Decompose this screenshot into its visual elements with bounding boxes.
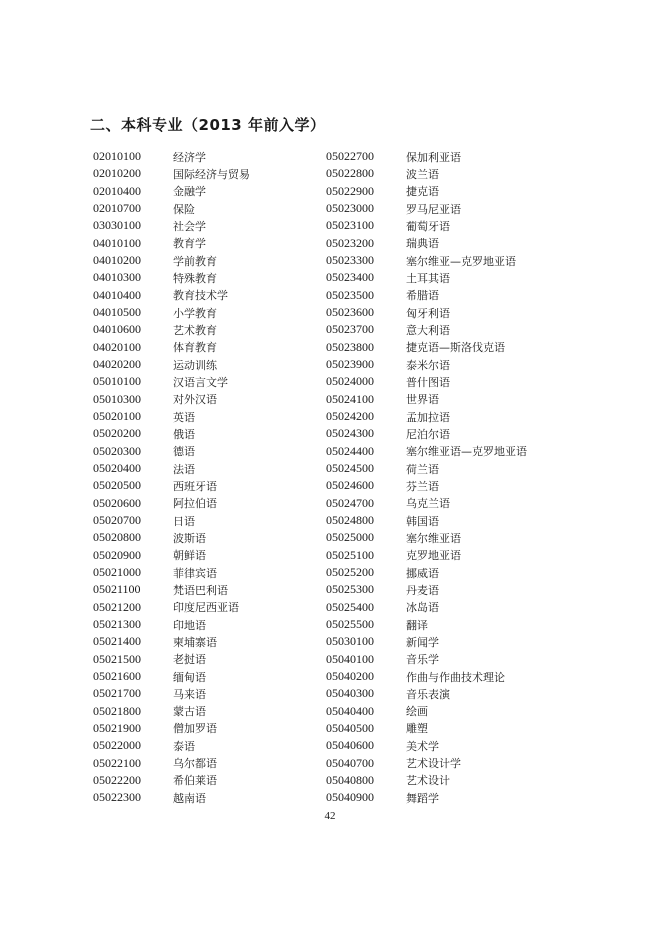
list-item [326,408,586,425]
major-code: 05022300 [93,790,141,805]
major-code: 04020200 [93,357,141,372]
major-code: 05021100 [93,582,141,597]
major-code: 02010700 [93,201,141,216]
major-name: 匈牙利语 [406,306,450,320]
major-code: 05022100 [93,755,141,770]
list-item [93,564,353,581]
list-item [93,633,353,650]
list-item [326,165,586,182]
list-item [326,772,586,789]
list-item [326,703,586,720]
list-item [93,304,353,321]
major-name: 孟加拉语 [406,410,450,424]
list-item [93,165,353,182]
major-code: 04010400 [93,287,141,302]
major-code: 02010200 [93,166,141,181]
list-item [326,685,586,702]
major-name: 日语 [173,514,195,528]
major-name: 缅甸语 [173,670,206,684]
list-item [326,321,586,338]
list-item [93,720,353,737]
major-code: 05040100 [326,651,374,666]
major-name: 金融学 [173,185,206,199]
major-name: 克罗地亚语 [406,549,461,563]
list-item [93,287,353,304]
major-code: 05020600 [93,495,141,510]
major-code: 05022200 [93,772,141,787]
major-code: 05020400 [93,461,141,476]
list-item [326,200,586,217]
list-item [93,183,353,200]
list-item [326,235,586,252]
major-name: 保险 [173,202,195,216]
major-name: 希伯莱语 [173,774,217,788]
list-item [93,651,353,668]
major-name: 梵语巴利语 [173,583,228,597]
major-code: 05024400 [326,443,374,458]
major-name: 作曲与作曲技术理论 [406,670,505,684]
list-item [326,373,586,390]
major-code: 05024800 [326,513,374,528]
list-item [93,477,353,494]
list-item [326,789,586,806]
major-code: 05020800 [93,530,141,545]
list-item [93,321,353,338]
list-item [326,633,586,650]
major-name: 波斯语 [173,531,206,545]
list-item [93,547,353,564]
page-number: 42 [324,810,336,822]
major-code: 05021700 [93,686,141,701]
major-code: 05023800 [326,339,374,354]
major-code: 05021300 [93,617,141,632]
list-item [93,581,353,598]
major-code: 05025200 [326,565,374,580]
list-item [326,287,586,304]
major-name: 罗马尼亚语 [406,202,461,216]
major-code: 04010100 [93,235,141,250]
list-item [326,217,586,234]
list-item [326,183,586,200]
left-column [93,148,353,806]
major-name: 乌尔都语 [173,757,217,771]
major-code: 05040200 [326,669,374,683]
list-item [326,720,586,737]
major-name: 菲律宾语 [173,566,217,580]
list-item [326,616,586,633]
list-item [93,599,353,616]
major-name: 印度尼西亚语 [173,601,239,615]
major-code: 05010100 [93,374,141,389]
major-code: 04010300 [93,270,141,285]
major-name: 音乐表演 [406,687,450,701]
major-name: 汉语言文学 [173,375,228,389]
major-code: 05023400 [326,270,374,285]
major-code: 02010400 [93,183,141,198]
major-name: 土耳其语 [406,271,450,285]
list-item [93,685,353,702]
major-code: 05020300 [93,443,141,458]
major-code: 05024100 [326,391,374,406]
list-item [326,148,586,165]
major-name: 塞尔维亚—克罗地亚语 [406,254,516,268]
list-item [93,235,353,252]
major-code: 05024200 [326,409,374,424]
major-name: 意大利语 [406,323,450,337]
list-item [326,477,586,494]
major-code: 02010100 [93,149,141,164]
major-code: 05023200 [326,235,374,250]
list-item [326,668,586,685]
list-item [326,252,586,269]
major-name: 泰米尔语 [406,358,450,372]
major-code: 05040400 [326,703,374,718]
major-code: 05022700 [326,149,374,164]
major-code: 05025100 [326,547,374,562]
list-item [326,269,586,286]
major-code: 05040800 [326,772,374,787]
list-item [93,391,353,408]
list-item [93,339,353,356]
list-item [326,581,586,598]
major-name: 芬兰语 [406,479,439,493]
list-item [326,512,586,529]
major-code: 05025400 [326,599,374,614]
major-name: 对外汉语 [173,393,217,407]
major-code: 05040900 [326,790,374,805]
list-item [93,495,353,512]
major-code: 05023700 [326,322,374,337]
major-code: 05022800 [326,166,374,181]
major-code: 05020500 [93,478,141,493]
major-name: 朝鲜语 [173,549,206,563]
list-item [93,737,353,754]
major-code: 05021800 [93,703,141,718]
major-code: 05021600 [93,669,141,683]
major-code: 04010600 [93,322,141,337]
major-code: 05024600 [326,478,374,493]
major-name: 舞蹈学 [406,791,439,805]
major-code: 05021500 [93,651,141,666]
list-item [93,789,353,806]
major-name: 世界语 [406,393,439,407]
major-code: 05021200 [93,599,141,614]
list-item [326,339,586,356]
major-name: 雕塑 [406,722,428,736]
list-item [93,703,353,720]
major-name: 特殊教育 [173,271,217,285]
list-item [93,772,353,789]
major-name: 体育教育 [173,341,217,355]
major-name: 学前教育 [173,254,217,268]
major-code: 05020900 [93,547,141,562]
list-item [326,304,586,321]
list-item [93,443,353,460]
major-code: 05040600 [326,738,374,753]
list-item [93,200,353,217]
major-name: 普什图语 [406,375,450,389]
major-name: 捷克语 [406,185,439,199]
major-name: 乌克兰语 [406,497,450,511]
major-name: 瑞典语 [406,237,439,251]
major-name: 艺术设计 [406,774,450,788]
major-name: 阿拉伯语 [173,497,217,511]
major-name: 新闻学 [406,635,439,649]
list-item [93,512,353,529]
list-item [93,217,353,234]
major-code: 05040700 [326,755,374,770]
major-name: 小学教育 [173,306,217,320]
list-item [93,148,353,165]
major-name: 印地语 [173,618,206,632]
list-item [326,564,586,581]
major-name: 教育技术学 [173,289,228,303]
list-item [326,391,586,408]
major-code: 05023000 [326,201,374,216]
list-item [326,495,586,512]
major-name: 国际经济与贸易 [173,167,250,181]
major-name: 丹麦语 [406,583,439,597]
major-code: 04020100 [93,339,141,354]
right-column [326,148,586,806]
list-item [93,754,353,771]
major-name: 塞尔维亚语—克罗地亚语 [406,445,527,459]
list-item [326,425,586,442]
major-code: 04010200 [93,253,141,268]
major-name: 教育学 [173,237,206,251]
major-code: 05020100 [93,409,141,424]
major-code: 04010500 [93,305,141,320]
major-name: 俄语 [173,427,195,441]
list-item [93,460,353,477]
list-item [93,408,353,425]
list-item [326,529,586,546]
major-name: 泰语 [173,739,195,753]
major-name: 波兰语 [406,167,439,181]
major-name: 经济学 [173,150,206,164]
major-code: 05025500 [326,617,374,632]
major-code: 05024300 [326,426,374,441]
major-name: 塞尔维亚语 [406,531,461,545]
major-name: 西班牙语 [173,479,217,493]
list-item [326,460,586,477]
major-code: 05021900 [93,720,141,735]
list-item [326,754,586,771]
major-name: 葡萄牙语 [406,219,450,233]
list-item [93,373,353,390]
major-code: 05024500 [326,461,374,476]
list-item [326,547,586,564]
major-code: 05025000 [326,530,374,545]
major-code: 05040300 [326,686,374,701]
major-name: 冰岛语 [406,601,439,615]
major-name: 荷兰语 [406,462,439,476]
major-name: 保加利亚语 [406,150,461,164]
list-item [93,425,353,442]
major-code: 05023500 [326,287,374,302]
major-name: 希腊语 [406,289,439,303]
major-code: 05023300 [326,253,374,268]
major-name: 美术学 [406,739,439,753]
major-name: 社会学 [173,219,206,233]
major-code: 05010300 [93,391,141,406]
major-name: 运动训练 [173,358,217,372]
major-code: 05020200 [93,426,141,441]
major-name: 翻译 [406,618,428,632]
list-item [93,356,353,373]
list-item [326,737,586,754]
list-item [93,269,353,286]
major-name: 蒙古语 [173,705,206,719]
major-code: 05030100 [326,634,374,649]
major-code: 03030100 [93,218,141,233]
major-code: 05020700 [93,513,141,528]
list-item [326,443,586,460]
major-code: 05024000 [326,374,374,389]
list-item [93,529,353,546]
list-item [93,252,353,269]
major-code: 05025300 [326,582,374,597]
major-name: 韩国语 [406,514,439,528]
major-name: 法语 [173,462,195,476]
major-name: 柬埔寨语 [173,635,217,649]
major-code: 05021400 [93,634,141,649]
major-name: 尼泊尔语 [406,427,450,441]
page-title: 二、本科专业（2013 年前入学） [90,116,326,134]
major-name: 英语 [173,410,195,424]
major-code: 05023900 [326,357,374,372]
major-name: 挪威语 [406,566,439,580]
major-name: 老挝语 [173,653,206,667]
major-name: 僧加罗语 [173,722,217,736]
major-name: 捷克语—斯洛伐克语 [406,341,505,355]
major-name: 德语 [173,445,195,459]
major-name: 马来语 [173,687,206,701]
major-code: 05024700 [326,495,374,510]
major-code: 05022900 [326,183,374,198]
major-name: 音乐学 [406,653,439,667]
list-item [93,668,353,685]
major-code: 05023600 [326,305,374,320]
list-item [326,651,586,668]
major-code: 05021000 [93,565,141,580]
major-name: 绘画 [406,705,428,719]
major-name: 越南语 [173,791,206,805]
list-item [326,356,586,373]
major-code: 05022000 [93,738,141,753]
major-code: 05040500 [326,720,374,735]
major-name: 艺术教育 [173,323,217,337]
list-item [326,599,586,616]
major-name: 艺术设计学 [406,757,461,771]
list-item [93,616,353,633]
major-code: 05023100 [326,218,374,233]
